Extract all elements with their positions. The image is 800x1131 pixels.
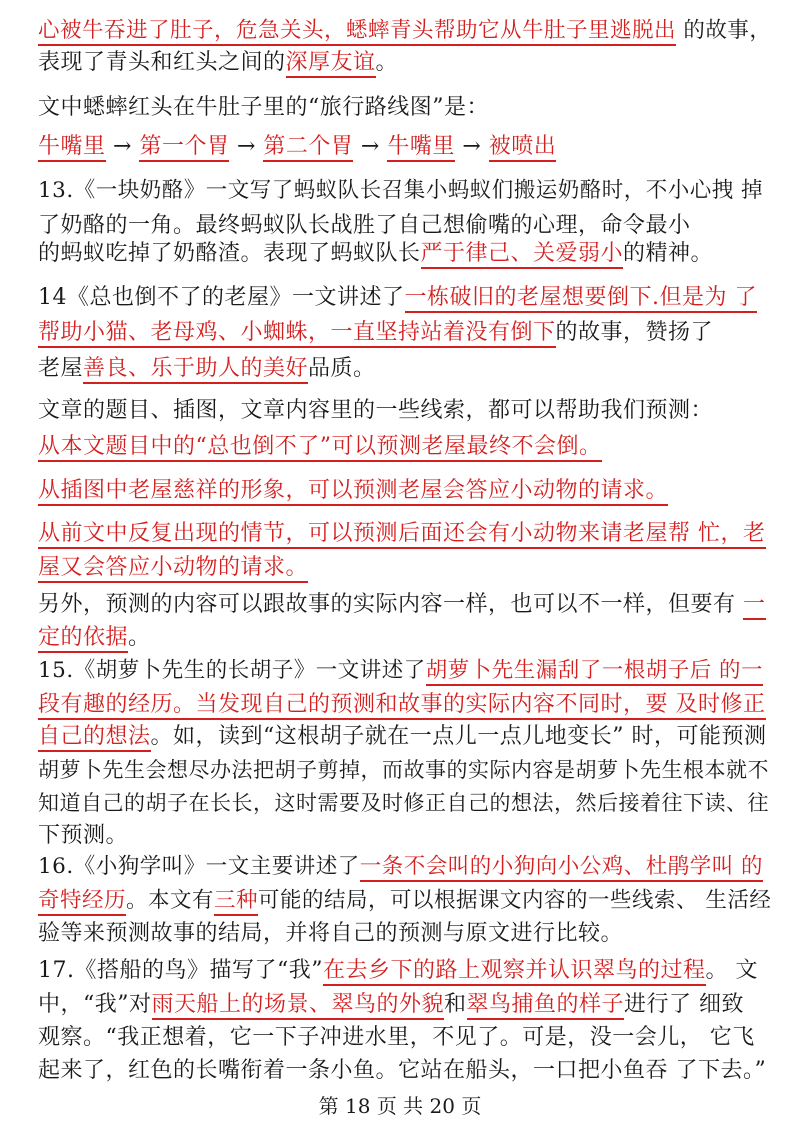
body-text: → xyxy=(353,134,388,159)
body-text: 老屋 xyxy=(38,356,84,381)
body-text: 13.《一块奶酪》一文写了蚂蚁队长召集小蚂蚁们搬运奶酪时，不小心拽 掉 xyxy=(38,178,764,203)
body-text: 观察。“我正想着，它一下子冲进水里，不见了。可是，没一会儿， 它飞 xyxy=(38,1025,755,1050)
answer-text: 第二个胃 xyxy=(263,134,353,162)
answer-text: 一条不会叫的小狗向小公鸡、杜鹃学叫 的 xyxy=(360,854,763,882)
answer-text: 三种 xyxy=(214,888,258,916)
answer-text: 在去乡下的路上观察并认识翠鸟的过程 xyxy=(323,958,706,986)
answer-text: 奇特经历 xyxy=(38,888,126,916)
body-text: → xyxy=(105,134,140,159)
body-text: 。 xyxy=(375,50,399,75)
answer-text: 翠鸟捕鱼的样子 xyxy=(467,992,625,1020)
body-text: 验等来预测故事的结局，并将自己的预测与原文进行比较。 xyxy=(38,921,624,946)
answer-text: 从插图中老屋慈祥的形象，可以预测老屋会答应小动物的请求。 xyxy=(38,478,668,506)
body-text: 进行了 细致 xyxy=(624,992,745,1017)
body-text: → xyxy=(454,134,489,159)
answer-text: 屋又会答应小动物的请求。 xyxy=(38,555,308,583)
body-text: 14《总也倒不了的老屋》一文讲述了 xyxy=(38,285,405,310)
text-line xyxy=(38,886,771,916)
text-line xyxy=(38,1056,766,1086)
body-text: 文章的题目、插图，文章内容里的一些线索，都可以帮助我们预测： xyxy=(38,398,714,423)
answer-text: 牛嘴里 xyxy=(38,134,106,162)
page-footer: 第 18 页 共 20 页 xyxy=(318,1094,482,1118)
text-line xyxy=(38,211,691,241)
body-text: 的故事， xyxy=(676,18,772,43)
text-line xyxy=(38,318,713,348)
body-text: 起来了，红色的长嘴衔着一条小鱼。它站在船头，一口把小鱼吞 了下去。” xyxy=(38,1058,767,1083)
answer-text: 从前文中反复出现的情节，可以预测后面还会有小动物来请老屋帮 忙，老 xyxy=(38,521,766,549)
text-line xyxy=(38,990,744,1020)
answer-text: 被喷出 xyxy=(489,134,557,162)
text-line xyxy=(38,821,128,851)
answer-text: 段有趣的经历。当发现自己的预测和故事的实际内容不同时，要 及时修正 xyxy=(38,692,766,720)
body-text: 的故事，赞扬了 xyxy=(555,320,714,345)
text-line xyxy=(38,755,769,785)
answer-text: 善良、乐于助人的美好 xyxy=(83,356,308,384)
text-line xyxy=(38,590,766,620)
body-text: 品质。 xyxy=(308,356,376,381)
answer-text: 定的依据 xyxy=(38,625,128,653)
body-text: 表现了青头和红头之间的 xyxy=(38,50,286,75)
body-text: 可能的结局，可以根据课文内容的一些线索、 生活经 xyxy=(258,888,772,913)
answer-text: 自己的想法 xyxy=(38,724,151,752)
body-text: 知道自己的胡子在长长，这时需要及时修正自己的想法，然后接着往下读、往 xyxy=(38,791,769,815)
body-text: 胡萝卜先生会想尽办法把胡子剪掉，而故事的实际内容是胡萝卜先生根本就不 xyxy=(38,758,769,782)
text-line xyxy=(38,16,771,46)
body-text: → xyxy=(229,134,264,159)
text-line xyxy=(38,623,151,653)
text-line xyxy=(38,956,758,986)
text-line xyxy=(38,283,757,313)
text-line xyxy=(38,656,763,686)
body-text: 的精神。 xyxy=(623,241,714,266)
text-line xyxy=(38,919,623,949)
body-text: 中，“我”对 xyxy=(38,992,152,1017)
text-line xyxy=(38,1023,755,1053)
body-text: 的蚂蚁吃掉了奶酪渣。表现了蚂蚁队长 xyxy=(38,241,421,266)
answer-text: 牛嘴里 xyxy=(387,134,455,162)
answer-text: 深厚友谊 xyxy=(286,50,376,78)
answer-text: 胡萝卜先生漏刮了一根胡子后 的一 xyxy=(426,658,763,686)
text-line xyxy=(38,519,766,549)
answer-text: 一 xyxy=(743,592,766,620)
text-line xyxy=(38,239,713,269)
body-text: 15.《胡萝卜先生的长胡子》一文讲述了 xyxy=(38,658,426,683)
answer-text: 严于律己、关爱弱小 xyxy=(421,241,624,269)
body-text: 17.《搭船的鸟》描写了“我” xyxy=(38,958,323,983)
answer-text: 心被牛吞进了肚子，危急关头，蟋蟀青头帮助它从牛肚子里逃脱出 xyxy=(38,18,676,46)
text-line xyxy=(38,132,556,162)
text-line xyxy=(38,176,763,206)
body-text: 了奶酪的一角。最终蚂蚁队长战胜了自己想偷嘴的心理，命令最小 xyxy=(38,213,691,238)
body-text: 下预测。 xyxy=(38,823,129,848)
answer-text: 第一个胃 xyxy=(139,134,229,162)
text-line xyxy=(38,432,602,462)
answer-text: 从本文题目中的“总也倒不了”可以预测老屋最终不会倒。 xyxy=(38,434,602,462)
text-line xyxy=(38,722,767,752)
text-line xyxy=(38,354,376,384)
text-line xyxy=(38,48,398,78)
text-line xyxy=(38,690,766,720)
answer-text: 一栋破旧的老屋想要倒下.但是为 了 xyxy=(405,285,758,313)
body-text: 。 xyxy=(128,625,151,650)
body-text: 。如，读到“这根胡子就在一点儿一点儿地变长” 时，可能预测 xyxy=(150,724,767,749)
text-line xyxy=(38,396,713,426)
text-line xyxy=(38,476,668,506)
answer-text: 雨天船上的场景、翠鸟的外貌 xyxy=(152,992,445,1020)
text-line xyxy=(38,553,308,583)
text-line xyxy=(38,93,489,123)
body-text: 另外，预测的内容可以跟故事的实际内容一样，也可以不一样，但要有 xyxy=(38,592,743,617)
body-text: 。 文 xyxy=(705,958,758,983)
answer-text: 帮助小猫、老母鸡、小蜘蛛，一直坚持站着没有倒下 xyxy=(38,320,556,348)
text-line xyxy=(38,852,763,882)
body-text: 文中蟋蟀红头在牛肚子里的“旅行路线图”是： xyxy=(38,95,489,120)
text-line xyxy=(38,788,769,818)
body-text: 16.《小狗学叫》一文主要讲述了 xyxy=(38,854,360,879)
body-text: 。本文有 xyxy=(126,888,215,913)
body-text: 和 xyxy=(444,992,467,1017)
